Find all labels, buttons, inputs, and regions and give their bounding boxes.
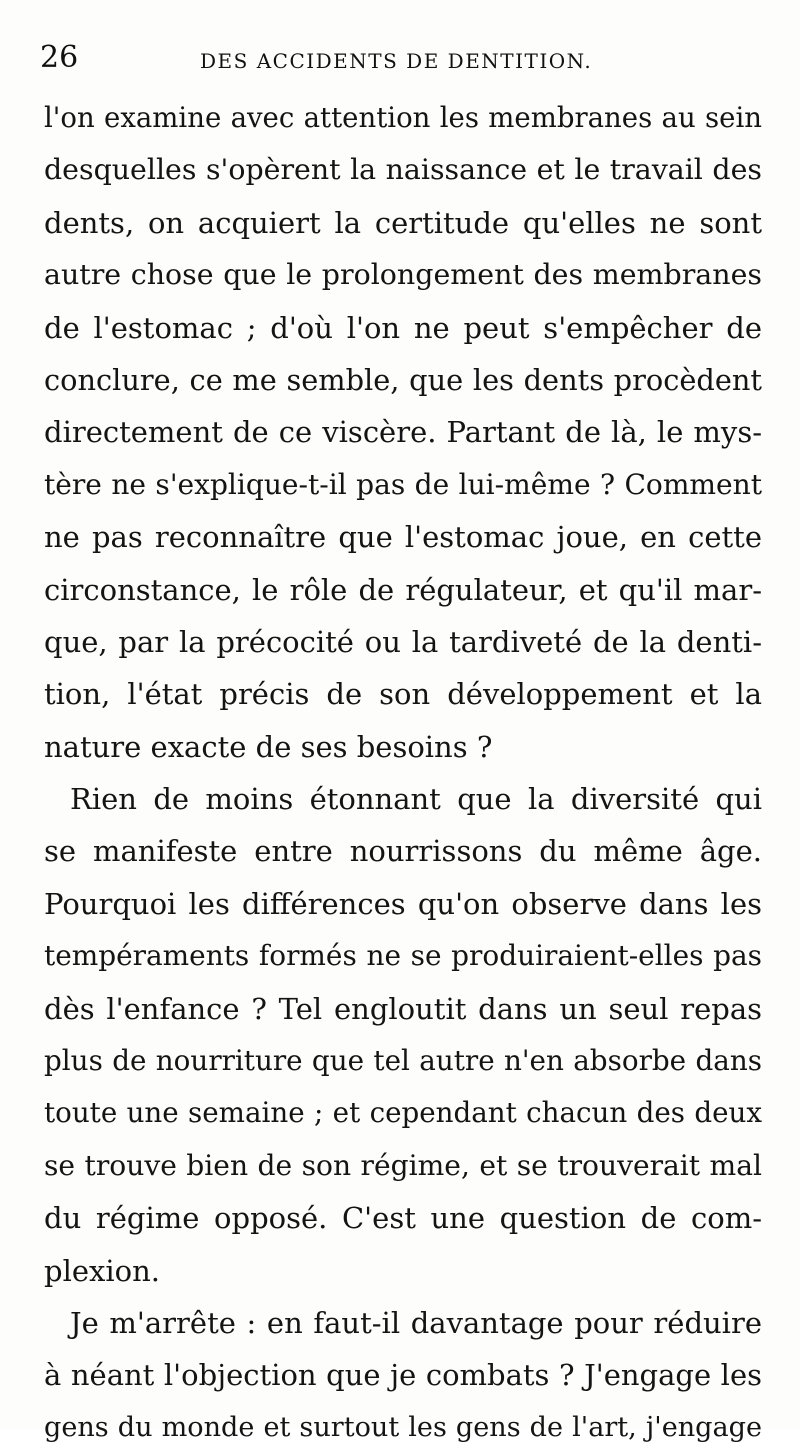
text-line: desquelles s'opèrent la naissance et le travail des [44,153,762,187]
text-line: que, par la précocité ou la tardiveté de la denti- [44,624,762,659]
text-line: se trouve bien de son régime, et se trouverait mal [44,1148,762,1182]
paragraph-3 [44,1297,762,1454]
text-line: gens du monde et surtout les gens de l'art, j'engage [44,1411,762,1443]
text-line: l'on examine avec attention les membranes au sein [44,102,762,134]
text-line: Je m'arrête : en faut-il davantage pour réduire [70,1305,762,1340]
text-line: Pourquoi les différences qu'on observe dans les [44,886,762,921]
text-line: de l'estomac ; d'où l'on ne peut s'empêcher de [44,310,762,345]
text-line: Rien de moins étonnant que la diversité qui [70,782,762,817]
text-line: tère ne s'explique-t-il pas de lui-même ? Comment [44,467,762,501]
text-line: nature exacte de ses besoins ? [44,729,493,764]
text-line: du régime opposé. C'est une question de com- [44,1201,762,1236]
text-line: tempéraments formés ne se produiraient-elles pas [44,939,762,973]
text-line: toute une semaine ; et cependant chacun des deux [44,1096,762,1130]
text-line: autre chose que le prolongement des membranes [44,258,762,292]
text-line: circonstance, le rôle de régulateur, et qu'il mar- [44,572,762,607]
page-number: 26 [40,40,79,75]
running-head: DES ACCIDENTS DE DENTITION. [200,49,593,73]
text-line: directement de ce viscère. Partant de là, le mys- [44,415,762,450]
text-line: dès l'enfance ? Tel engloutit dans un seul repas [44,991,762,1026]
text-line: tion, l'état précis de son développement et la [44,677,762,712]
page-header [40,40,760,80]
paragraph-2 [44,773,762,1297]
text-line: dents, on acquiert la certitude qu'elles ne sont [44,205,762,240]
paragraph-1 [44,92,762,773]
text-line: conclure, ce me semble, que les dents procèdent [44,362,762,397]
text-line: plexion. [44,1253,160,1288]
text-line: se manifeste entre nourrissons du même âge. [44,834,762,869]
text-line: plus de nourriture que tel autre n'en absorbe dans [44,1044,762,1078]
text-line: ne pas reconnaître que l'estomac joue, en cette [44,520,762,555]
body-text [44,92,762,1454]
text-line: à néant l'objection que je combats ? J'engage les [44,1358,762,1393]
